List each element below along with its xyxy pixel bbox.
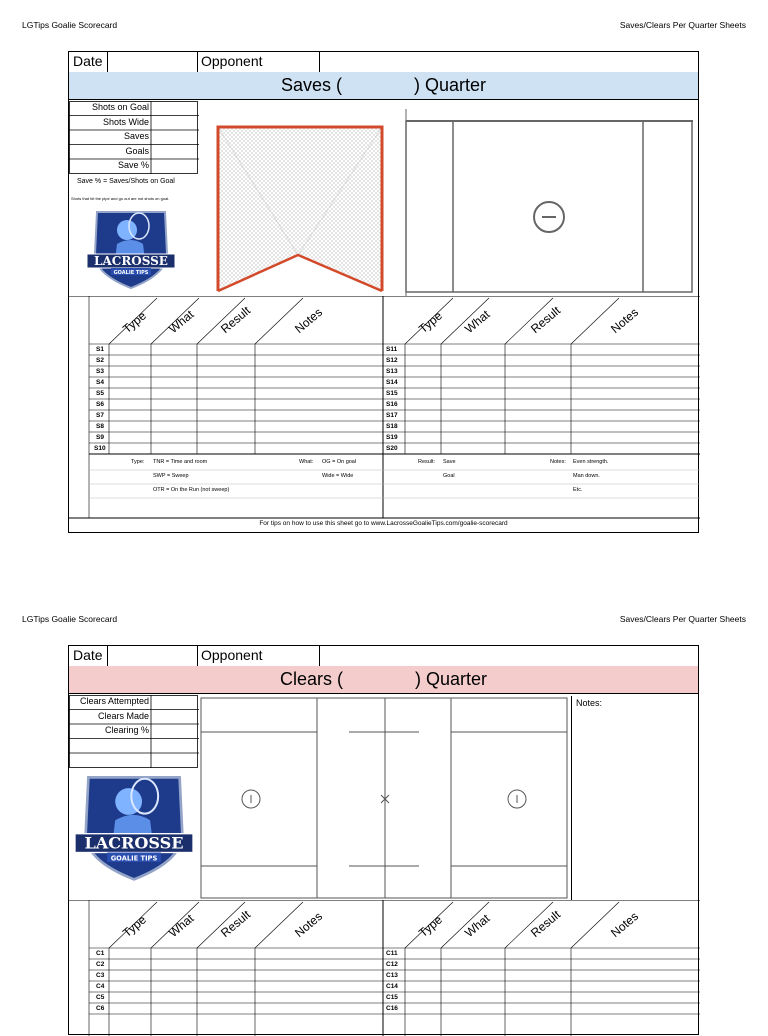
date-label: Date: [73, 53, 103, 69]
clears-notes-box: [571, 696, 700, 900]
clears-title-right: ) Quarter: [414, 669, 488, 689]
legend-notes-label: Notes:: [550, 459, 566, 465]
legend-notes-1: Man down.: [573, 473, 600, 479]
logo2-line2: GOALIE TIPS: [110, 854, 158, 863]
shots-grid: [69, 296, 700, 532]
opponent-label: Opponent: [201, 53, 263, 69]
saves-sheet: [68, 51, 699, 533]
col-type: Type: [120, 308, 149, 336]
clears-col-notes: Notes: [292, 909, 326, 940]
row-label: S9: [96, 434, 104, 441]
row-label: C11: [386, 950, 398, 957]
row-label: S10: [94, 445, 106, 452]
legend-type-0: TNR = Time and room: [153, 459, 208, 465]
clears-col-type: Type: [120, 912, 149, 940]
legend-notes-0: Even strength.: [573, 459, 609, 465]
logo2-line1: LACROSSE: [84, 833, 184, 853]
lacrosse-logo-2: [71, 772, 197, 882]
legend-what-0: OG = On goal: [322, 459, 357, 465]
row-label: S8: [96, 423, 104, 430]
goal-diagram: [212, 121, 388, 297]
row-label: S16: [386, 401, 398, 408]
row-label: S4: [96, 379, 104, 386]
col-what-r: What: [462, 307, 493, 336]
row-label: C3: [96, 972, 105, 979]
stat-clears-made: Clears Made: [97, 710, 149, 721]
clears-col-result-r: Result: [528, 907, 564, 940]
clears-stats-table: [69, 695, 199, 768]
row-label: S1: [96, 346, 104, 353]
half-field-diagram: [403, 106, 699, 296]
stat-saves: Saves: [123, 131, 149, 141]
row-label: C5: [96, 994, 105, 1001]
stat-shots-wide: Shots Wide: [102, 116, 149, 127]
row-label: S13: [386, 368, 398, 375]
logo-line1: LACROSSE: [94, 254, 168, 268]
date-label-2: Date: [73, 647, 103, 663]
full-field-diagram: [199, 696, 571, 902]
col-what: What: [166, 307, 197, 336]
page-header-right-2: Saves/Clears Per Quarter Sheets: [619, 614, 746, 624]
clears-col-result: Result: [218, 907, 254, 940]
row-label: C15: [386, 994, 398, 1001]
row-label: C2: [96, 961, 105, 968]
clears-notes-label: Notes:: [576, 698, 603, 708]
col-result-r: Result: [528, 303, 564, 336]
legend-notes-2: Etc.: [573, 487, 583, 493]
row-label: C13: [386, 972, 398, 979]
date-row: [69, 52, 698, 73]
row-label: S12: [386, 357, 398, 364]
row-label: C14: [386, 983, 398, 990]
legend-result-0: Save: [443, 459, 456, 465]
clears-sheet: [68, 645, 699, 1035]
clears-col-what-r: What: [462, 911, 493, 940]
row-label: S6: [96, 401, 104, 408]
row-label: S17: [386, 412, 398, 419]
stat-clearing-pct: Clearing %: [104, 725, 149, 735]
col-notes-r: Notes: [608, 305, 642, 336]
row-label: C1: [96, 950, 105, 957]
save-formula: Save % = Saves/Shots on Goal: [77, 178, 175, 185]
row-label: S18: [386, 423, 398, 430]
legend-type-2: OTR = On the Run (not sweep): [153, 487, 230, 493]
clears-grid: [69, 900, 700, 1036]
legend-what-label: What:: [299, 459, 314, 465]
row-label: S5: [96, 390, 104, 397]
row-label: S15: [386, 390, 398, 397]
title-left: Saves (: [280, 75, 342, 95]
logo-line2: GOALIE TIPS: [113, 270, 149, 276]
clears-col-type-r: Type: [416, 912, 445, 940]
row-label: S20: [386, 445, 398, 452]
clears-col-what: What: [166, 911, 197, 940]
legend-type-1: SWP = Sweep: [153, 473, 189, 479]
stat-shots-on-goal: Shots on Goal: [91, 102, 149, 112]
row-label: C6: [96, 1005, 105, 1012]
lacrosse-logo: [87, 208, 175, 290]
legend-what-1: Wide = Wide: [322, 473, 354, 479]
row-label: C16: [386, 1005, 398, 1012]
row-label: S7: [96, 412, 104, 419]
page-header-left-2: LGTips Goalie Scorecard: [22, 614, 118, 624]
row-label: C4: [96, 983, 105, 990]
legend-result-1: Goal: [443, 473, 455, 479]
page-header-left: LGTips Goalie Scorecard: [22, 20, 118, 30]
row-label: C12: [386, 961, 398, 968]
opponent-label-2: Opponent: [201, 647, 263, 663]
legend-type-label: Type:: [131, 459, 145, 465]
stats-table: [69, 101, 199, 174]
clears-title-bar: [69, 666, 698, 694]
saves-footer: For tips on how to use this sheet go to www.LacrosseGoalieTips.com/goalie-scorecard: [259, 520, 508, 527]
shots-note: Shots that hit the pipe and go out are not shots on goal.: [71, 196, 170, 201]
page-header-right: Saves/Clears Per Quarter Sheets: [619, 20, 746, 30]
row-label: S11: [386, 346, 398, 353]
col-type-r: Type: [416, 308, 445, 336]
col-result: Result: [218, 303, 254, 336]
row-label: S19: [386, 434, 398, 441]
legend-result-label: Result:: [418, 459, 436, 465]
date-row-2: [69, 646, 698, 667]
row-label: S3: [96, 368, 104, 375]
stat-goals: Goals: [125, 145, 149, 156]
col-notes: Notes: [292, 305, 326, 336]
row-label: S14: [386, 379, 398, 386]
clears-col-notes-r: Notes: [608, 909, 642, 940]
row-label: S2: [96, 357, 104, 364]
saves-title-bar: [69, 72, 698, 100]
clears-title-left: Clears (: [279, 669, 343, 689]
title-right: ) Quarter: [414, 75, 487, 95]
stat-clears-attempted: Clears Attempted: [79, 696, 149, 706]
stat-save-pct: Save %: [117, 160, 149, 170]
